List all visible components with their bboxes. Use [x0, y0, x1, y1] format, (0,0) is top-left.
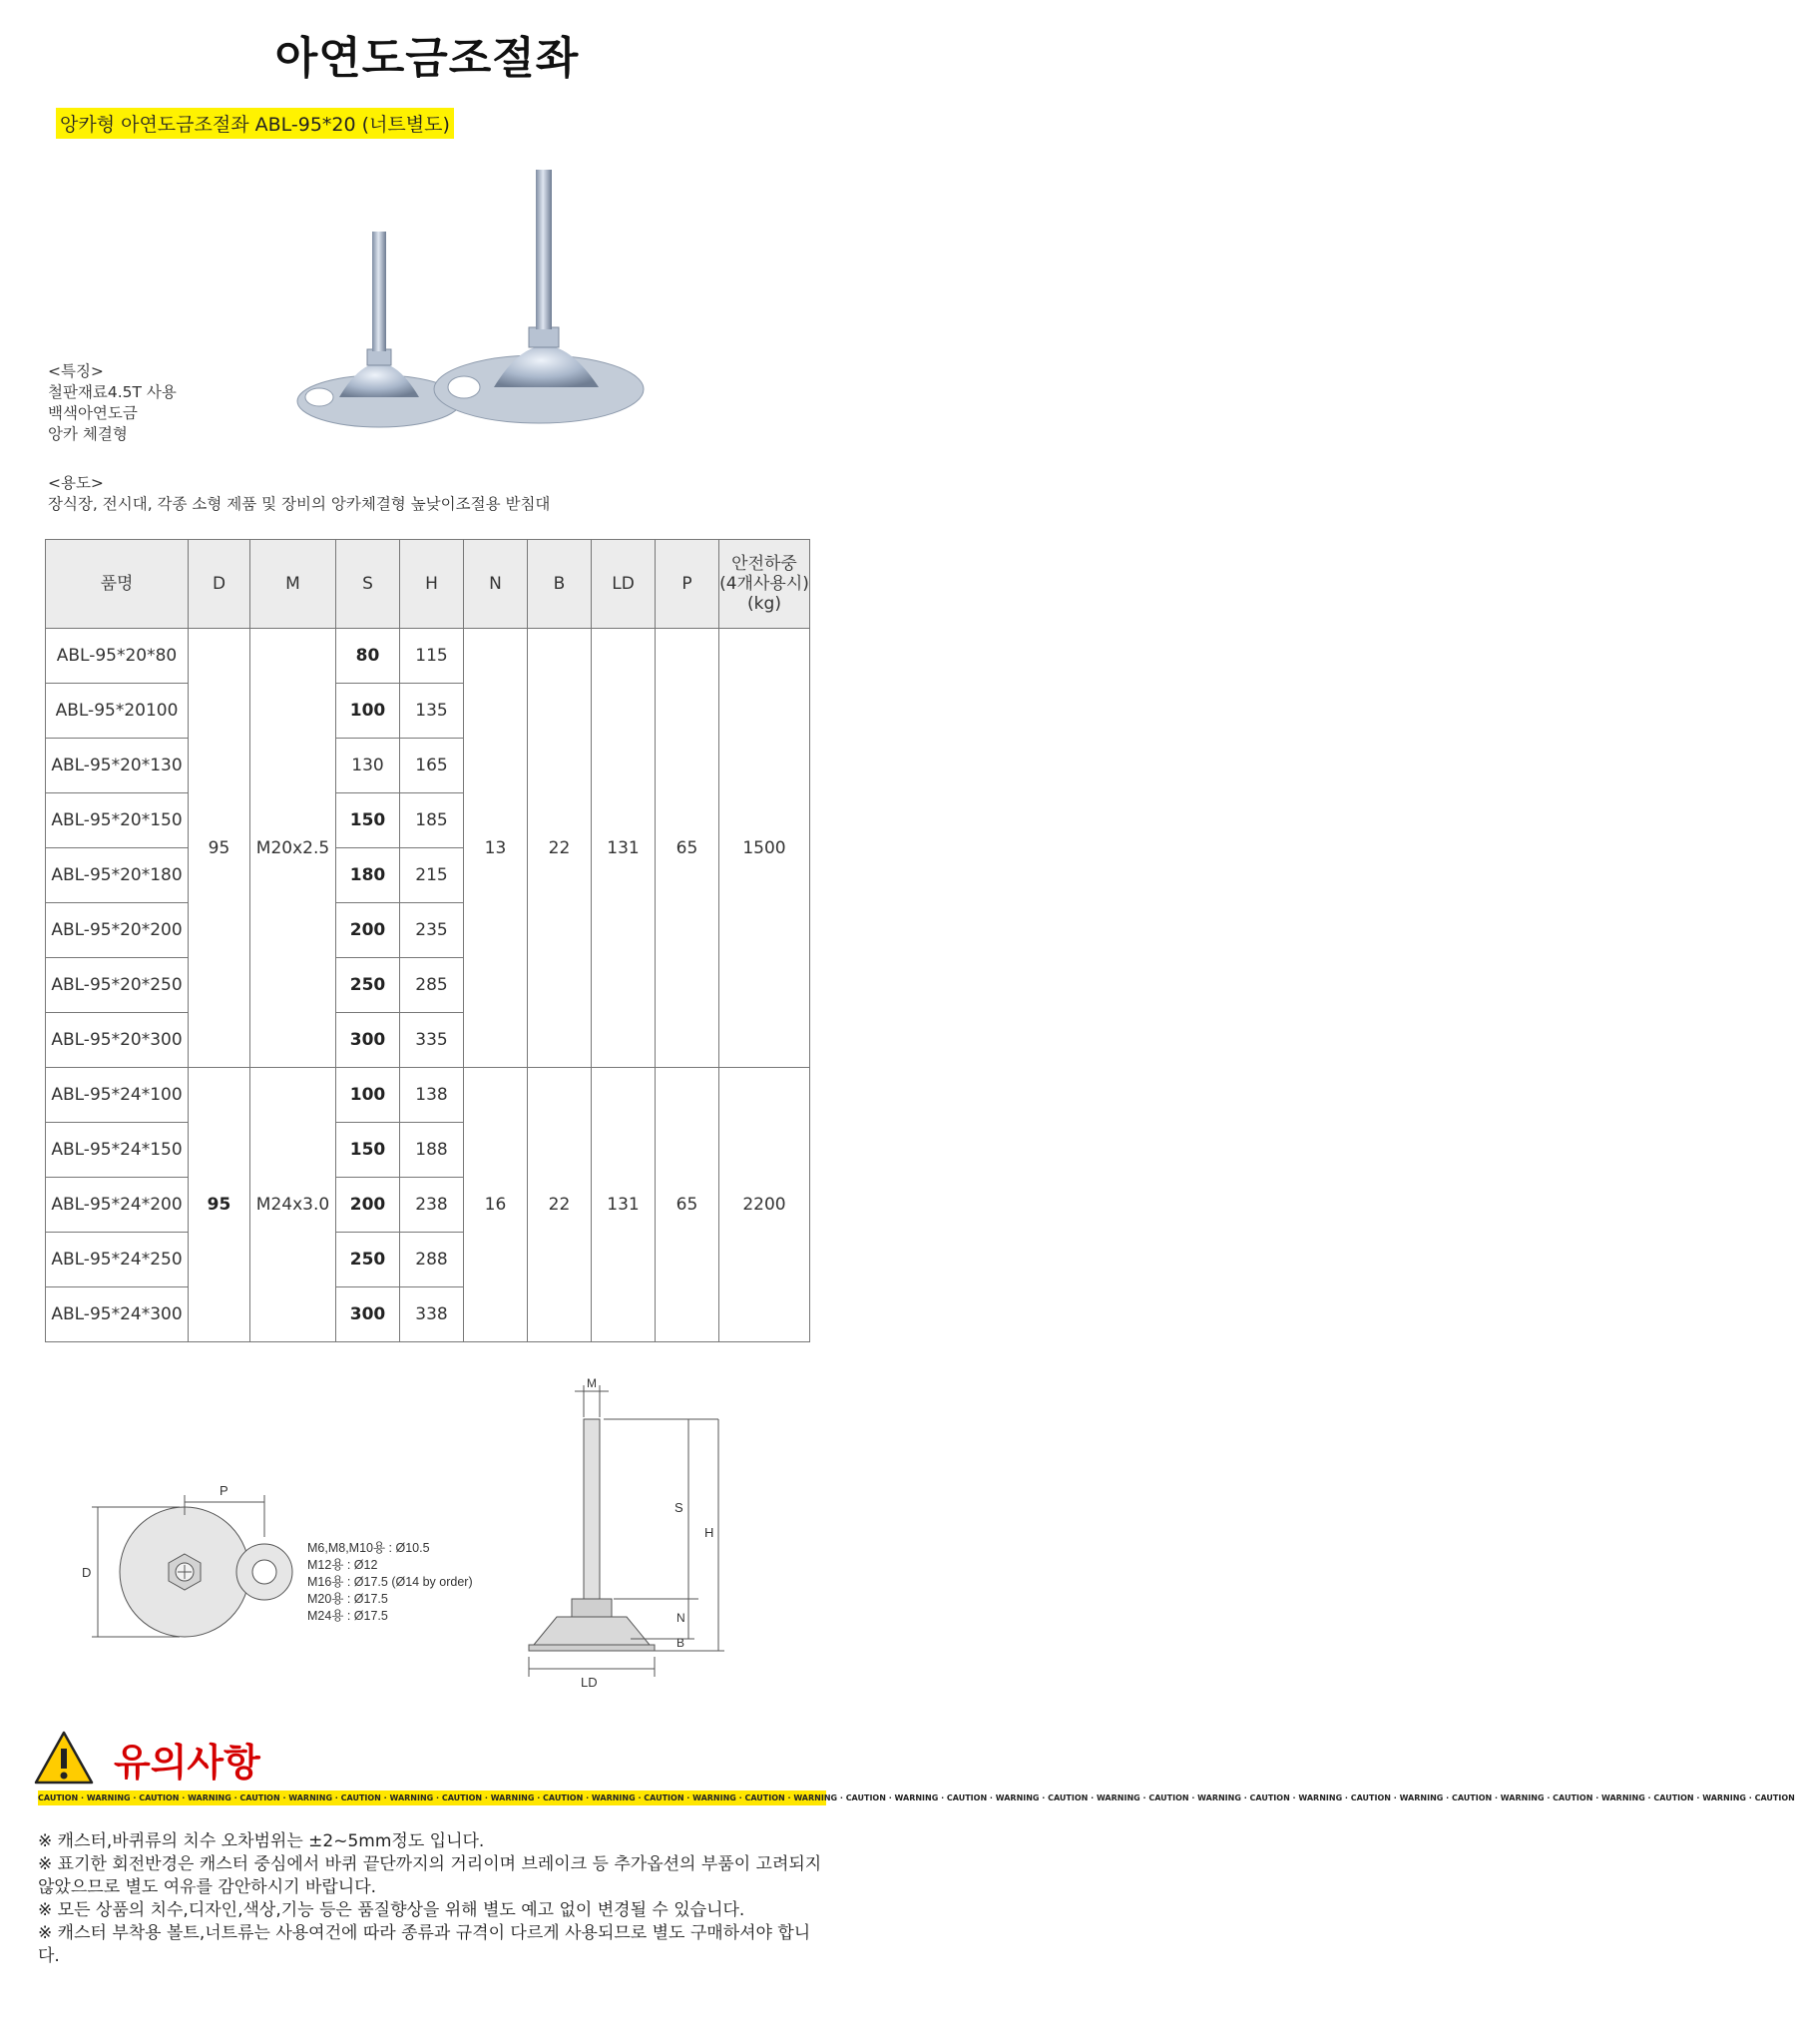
cell-h: 285: [400, 958, 464, 1013]
cell-h: 185: [400, 793, 464, 848]
cell-s: 250: [336, 1233, 400, 1287]
leveling-foot-large: [434, 170, 644, 423]
cell-s: 130: [336, 739, 400, 793]
cell-s: 200: [336, 1178, 400, 1233]
product-subtitle: 앙카형 아연도금조절좌 ABL-95*20 (너트별도): [56, 108, 454, 139]
cell-name: ABL-95*20*300: [46, 1013, 189, 1068]
col-header-d: D: [189, 540, 250, 629]
caution-title: 유의사항: [114, 1741, 260, 1785]
col-header-m: M: [250, 540, 336, 629]
spec-table: [45, 539, 810, 1342]
cell-h: 115: [400, 629, 464, 684]
col-header-h: H: [400, 540, 464, 629]
usage-block: [48, 473, 550, 515]
cell-s: 100: [336, 684, 400, 739]
cell-n: 13: [464, 629, 528, 1068]
cell-s: 100: [336, 1068, 400, 1123]
col-header-ld: LD: [592, 540, 656, 629]
load-header-line: (4개사용시): [719, 574, 809, 594]
load-header-line: (kg): [747, 594, 781, 614]
hole-spec-line: M12용 : Ø12: [307, 1558, 378, 1572]
cell-m: M20x2.5: [250, 629, 336, 1068]
cell-ld: 131: [592, 1068, 656, 1342]
feature-item: 백색아연도금: [48, 404, 138, 422]
cell-name: ABL-95*24*200: [46, 1178, 189, 1233]
dim-p-label: P: [220, 1483, 228, 1498]
usage-text: 장식장, 전시대, 각종 소형 제품 및 장비의 앙카체결형 높낮이조절용 받침대: [48, 495, 551, 513]
cell-s: 250: [336, 958, 400, 1013]
cell-s: 150: [336, 793, 400, 848]
cell-name: ABL-95*20*150: [46, 793, 189, 848]
usage-heading: <용도>: [48, 474, 104, 492]
leveling-foot-small: [297, 232, 461, 427]
col-header-b: B: [528, 540, 592, 629]
cell-s: 80: [336, 629, 400, 684]
cell-n: 16: [464, 1068, 528, 1342]
dim-d-label: D: [82, 1565, 92, 1580]
feature-item: 철판재료4.5T 사용: [48, 383, 177, 401]
dim-n-label: N: [676, 1611, 685, 1625]
cell-b: 22: [528, 629, 592, 1068]
cell-name: ABL-95*24*100: [46, 1068, 189, 1123]
table-row: [46, 1068, 810, 1123]
cell-d: 95: [189, 629, 250, 1068]
caution-note: ※ 모든 상품의 치수,디자인,색상,기능 등은 품질향상을 위해 별도 예고 없이 변경될 수 있습니다.: [38, 1900, 745, 1920]
cell-h: 135: [400, 684, 464, 739]
warning-triangle-icon: [36, 1733, 92, 1783]
cell-load: 1500: [719, 629, 810, 1068]
cell-name: ABL-95*20*250: [46, 958, 189, 1013]
cell-name: ABL-95*20*130: [46, 739, 189, 793]
caution-note: ※ 캐스터 부착용 볼트,너트류는 사용여건에 따라 종류과 규격이 다르게 사용되므로 별도 구매하셔야 합니다.: [38, 1923, 811, 1966]
dim-s-label: S: [674, 1500, 683, 1515]
cell-s: 150: [336, 1123, 400, 1178]
hole-spec-line: M24용 : Ø17.5: [307, 1609, 388, 1623]
cell-p: 65: [656, 629, 719, 1068]
cell-s: 300: [336, 1013, 400, 1068]
cell-name: ABL-95*20*80: [46, 629, 189, 684]
cell-h: 138: [400, 1068, 464, 1123]
dim-m-label: M: [587, 1376, 597, 1390]
cell-s: 200: [336, 903, 400, 958]
cell-ld: 131: [592, 629, 656, 1068]
cell-b: 22: [528, 1068, 592, 1342]
cell-h: 215: [400, 848, 464, 903]
caution-tape: CAUTION · WARNING · CAUTION · WARNING · CAUTION · WARNING · CAUTION · WARNING · CAUTION · WARNING · CAUTION · WARNING · CAUTION · WARNING · CAUTION · WARNING · CAUTION · WARNING · CAUTION · WARNING · CAUTION · WARNING · CAUTION · WARNING · CAUTION · WARNING · CAUTION · WARNING · CAUTION · WARNING · CAUTION · WARNING · CAUTION · WARNING · CAUTION: [38, 1790, 826, 1805]
caution-note: ※ 캐스터,바퀴류의 치수 오차범위는 ±2~5mm정도 입니다.: [38, 1831, 485, 1851]
col-header-p: P: [656, 540, 719, 629]
cell-name: ABL-95*24*250: [46, 1233, 189, 1287]
cell-name: ABL-95*20*200: [46, 903, 189, 958]
cell-name: ABL-95*20100: [46, 684, 189, 739]
cell-p: 65: [656, 1068, 719, 1342]
caution-note: ※ 표기한 회전반경은 캐스터 중심에서 바퀴 끝단까지의 거리이며 브레이크 등 추가옵션의 부품이 고려되지 않았으므로 별도 여유를 감안하시기 바랍니다.: [38, 1854, 822, 1897]
page-title: 아연도금조절좌: [274, 33, 580, 84]
feature-item: 앙카 체결형: [48, 425, 128, 443]
cell-name: ABL-95*20*180: [46, 848, 189, 903]
hole-spec-line: M6,M8,M10용 : Ø10.5: [307, 1541, 430, 1555]
table-row: [46, 629, 810, 684]
cell-m: M24x3.0: [250, 1068, 336, 1342]
col-header-load: [719, 540, 810, 629]
dim-b-label: B: [676, 1636, 685, 1650]
hole-spec-line: M20용 : Ø17.5: [307, 1592, 388, 1606]
cell-h: 288: [400, 1233, 464, 1287]
top-view-diagram: [92, 1495, 292, 1637]
product-photo: [279, 160, 678, 459]
col-header-s: S: [336, 540, 400, 629]
cell-name: ABL-95*24*300: [46, 1287, 189, 1342]
dim-ld-label: LD: [581, 1675, 598, 1690]
cell-h: 188: [400, 1123, 464, 1178]
cell-s: 300: [336, 1287, 400, 1342]
caution-notes: [38, 1830, 826, 1968]
load-header-line: 안전하중: [731, 554, 797, 574]
table-header-row: [46, 540, 810, 629]
col-header-name: 품명: [46, 540, 189, 629]
cell-s: 180: [336, 848, 400, 903]
hole-spec-line: M16용 : Ø17.5 (Ø14 by order): [307, 1575, 473, 1589]
col-header-n: N: [464, 540, 528, 629]
dim-h-label: H: [704, 1525, 714, 1540]
cell-name: ABL-95*24*150: [46, 1123, 189, 1178]
cell-h: 235: [400, 903, 464, 958]
cell-h: 165: [400, 739, 464, 793]
cell-load: 2200: [719, 1068, 810, 1342]
cell-d: 95: [189, 1068, 250, 1342]
features-heading: <특징>: [48, 362, 104, 380]
features-block: [48, 361, 177, 445]
cell-h: 335: [400, 1013, 464, 1068]
cell-h: 338: [400, 1287, 464, 1342]
cell-h: 238: [400, 1178, 464, 1233]
technical-drawing: [80, 1377, 838, 1707]
side-view-diagram: [529, 1385, 724, 1677]
